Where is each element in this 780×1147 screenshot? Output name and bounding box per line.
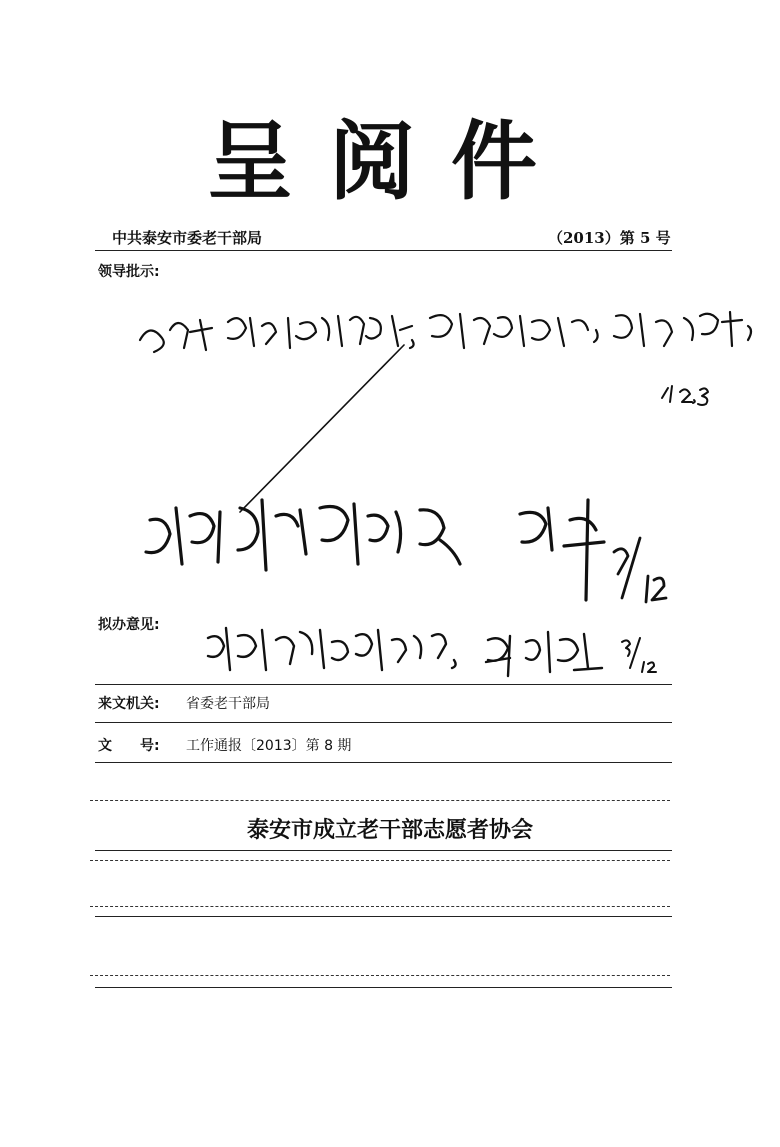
leader-instruction-label: 领导批示: <box>98 264 160 280</box>
handwritten-instruction-1 <box>140 312 751 352</box>
issuer-name: 中共泰安市委老干部局 <box>112 229 263 247</box>
handwritten-opinion-signature <box>486 632 602 676</box>
document-subject: 泰安市成立老干部志愿者协会 <box>246 818 533 843</box>
subject-rule-2 <box>95 916 672 917</box>
handwritten-instruction-2 <box>146 500 604 600</box>
source-agency-rule <box>95 722 672 723</box>
handwritten-date-1 <box>662 386 708 405</box>
page-title: 呈阅件 <box>207 112 573 212</box>
subject-dashed-line-3 <box>90 906 670 907</box>
connector-line <box>240 345 404 512</box>
source-agency-value: 省委老干部局 <box>186 696 270 712</box>
subject-dashed-line-2 <box>90 860 670 861</box>
subject-rule-1 <box>95 850 672 851</box>
handwritten-date-2 <box>614 538 666 602</box>
source-agency-label: 来文机关: <box>98 696 160 712</box>
doc-number-label: 文 号: <box>98 738 160 754</box>
proposed-opinion-label: 拟办意见: <box>98 617 160 633</box>
subject-dashed-line-4 <box>90 975 670 976</box>
doc-number-rule <box>95 762 672 763</box>
handwritten-opinion-date <box>622 638 656 672</box>
doc-number-value: 工作通报〔2013〕第 8 期 <box>186 738 352 754</box>
handwritten-opinion <box>208 628 456 670</box>
opinion-rule-top <box>95 684 672 685</box>
issue-number: （2013）第 5 号 <box>548 229 671 247</box>
subject-dashed-line-1 <box>90 800 670 801</box>
subject-rule-3 <box>95 987 672 988</box>
